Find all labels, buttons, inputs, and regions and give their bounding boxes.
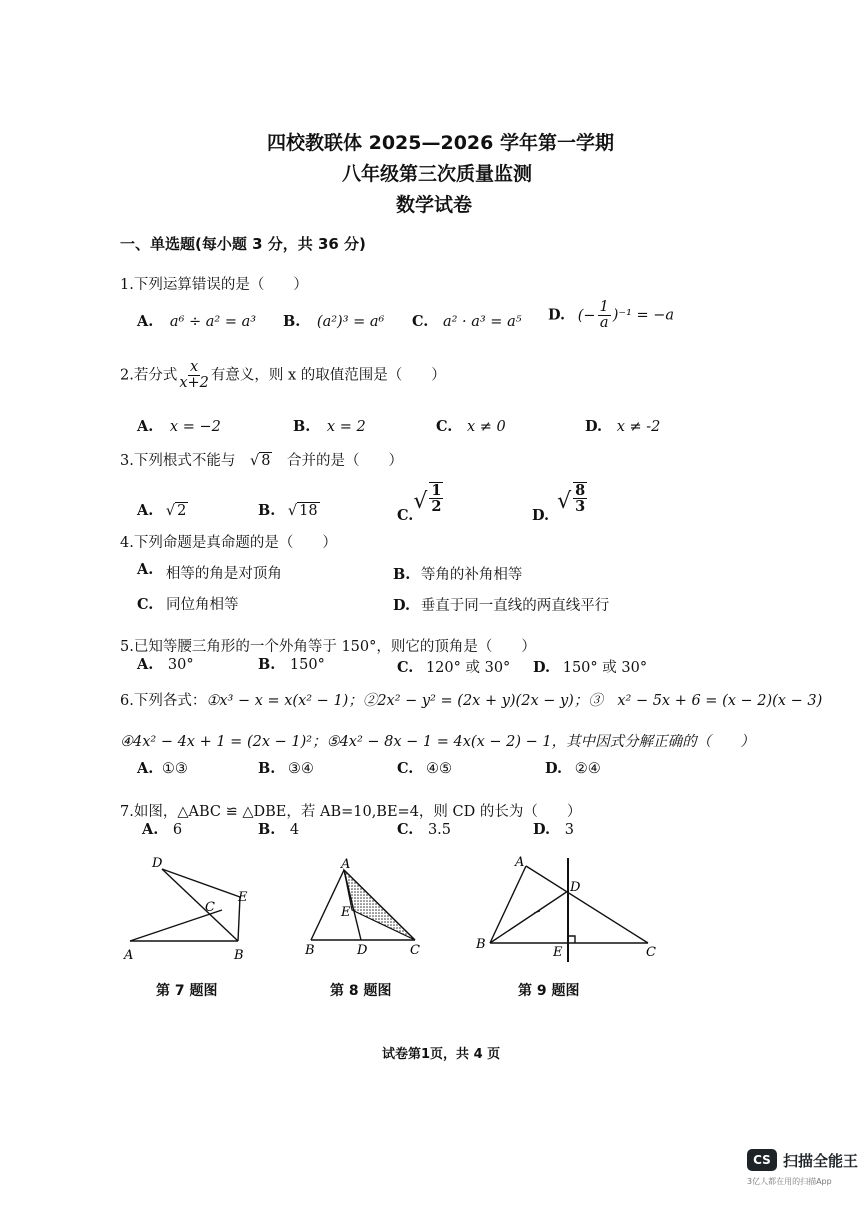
q2-fraction <box>179 360 209 391</box>
fig9-label-e: E <box>553 945 563 960</box>
q2-option-b-text: x = 2 <box>326 419 366 435</box>
exam-title-line1: 四校教联体 2025—2026 学年第一学期 <box>267 132 614 154</box>
q3-c-denominator: 2 <box>431 498 442 516</box>
q5-option-c-text: 120° 或 30° <box>425 660 511 676</box>
q4-option-d-text: 垂直于同一直线的两直线平行 <box>420 598 610 614</box>
q2-option-c-text: x ≠ 0 <box>466 419 506 435</box>
fig8-label-a: A <box>341 857 351 872</box>
q3-option-a-radical: √ 2 <box>165 503 187 519</box>
q2-option-b <box>293 418 366 435</box>
q3-option-c <box>397 482 445 524</box>
figure-9-caption: 第 9 题图 <box>518 983 580 999</box>
q1-option-c <box>412 313 522 330</box>
q2-option-d-text: x ≠ -2 <box>616 419 661 435</box>
q4-option-c-text: 同位角相等 <box>165 597 239 613</box>
q3-stem-post: 合并的是（ ） <box>287 453 404 469</box>
q3-option-a-label: A. <box>137 502 154 519</box>
q7-option-b <box>258 821 299 838</box>
q3-option-c-label: C. <box>397 507 414 525</box>
question-5-stem: 5.已知等腰三角形的一个外角等于 150°，则它的顶角是（ ） <box>120 639 536 655</box>
q4-option-d-label: D. <box>393 597 411 614</box>
q7-option-d <box>533 821 574 838</box>
q5-option-d <box>533 656 647 677</box>
question-3-stem <box>120 449 403 470</box>
question-7-stem: 7.如图，△ABC ≌ △DBE，若 AB=10,BE=4，则 CD 的长为（ ） <box>120 804 582 820</box>
q4-option-a <box>137 561 282 583</box>
q7-option-b-label: B. <box>258 821 276 838</box>
q1-option-d <box>548 300 674 331</box>
q3-option-c-radical-sign: √ <box>413 489 428 515</box>
q7-option-d-label: D. <box>533 821 551 838</box>
q5-option-a-label: A. <box>137 656 154 673</box>
fig7-label-a: A <box>124 948 134 963</box>
q2-stem-pre: 2.若分式 <box>120 367 178 384</box>
q6-expression-5: ⑤4x² − 8x − 1 = 4x(x − 2) − 1，其中因式分解正确的（ ） <box>326 734 755 750</box>
q2-option-a <box>137 418 221 435</box>
q1-option-b-label: B. <box>283 313 301 330</box>
q1-option-b <box>283 313 384 330</box>
q4-option-c-label: C. <box>137 596 154 613</box>
q5-option-a-text: 30° <box>167 657 194 673</box>
q3-option-d <box>532 482 589 524</box>
scanner-logo: CS <box>747 1149 777 1171</box>
q7-option-c-label: C. <box>397 821 414 838</box>
q3-d-numerator: 8 <box>575 482 586 499</box>
q3-stem-radical: √ 8 <box>249 453 271 469</box>
q6-option-b-label: B. <box>258 760 276 777</box>
q6-option-d-text: ②④ <box>574 761 601 777</box>
q6-option-c <box>397 760 452 777</box>
scanner-name: 扫描全能王 <box>783 1151 859 1170</box>
q7-option-a-text: 6 <box>172 822 183 838</box>
fig9-label-c: C <box>646 945 656 960</box>
q5-option-b-text: 150° <box>289 657 325 673</box>
q1-option-b-text: (a²)³ = a⁶ <box>316 314 385 330</box>
figure-8-caption: 第 8 题图 <box>330 983 392 999</box>
q3-option-d-label: D. <box>532 507 550 525</box>
q2-option-d <box>585 418 660 435</box>
q3-option-b-radical: √ 18 <box>287 503 318 519</box>
q2-stem-post: 有意义，则 x 的取值范围是（ ） <box>210 367 446 384</box>
q6-option-d <box>545 760 601 777</box>
q4-option-b-label: B. <box>393 566 411 583</box>
q6-option-b-text: ③④ <box>287 761 314 777</box>
q1-option-d-label: D. <box>548 306 566 324</box>
figure-9-diagram <box>470 848 665 968</box>
q4-option-b <box>393 563 522 584</box>
q3-c-numerator: 1 <box>431 482 442 499</box>
figure-8-diagram <box>297 852 432 967</box>
q6-option-a-text: ①③ <box>161 761 188 777</box>
question-2-stem <box>120 360 446 391</box>
q6-option-d-label: D. <box>545 760 563 777</box>
q1-option-c-label: C. <box>412 313 429 330</box>
q6-option-c-label: C. <box>397 760 414 777</box>
q6-option-a-label: A. <box>137 760 154 777</box>
q1-option-d-fraction <box>598 300 611 331</box>
q6-expression-3: ③ x² − 5x + 6 = (x − 2)(x − 3) <box>588 693 823 709</box>
q5-option-d-label: D. <box>533 659 551 676</box>
q1-d-denominator: a <box>599 315 609 332</box>
q3-option-d-radical-sign: √ <box>557 489 572 515</box>
q3-stem-pre: 3.下列根式不能与 <box>120 453 236 469</box>
q4-option-c <box>137 593 238 614</box>
q3-d-denominator: 3 <box>575 498 586 516</box>
question-4-stem: 4.下列命题是真命题的是（ ） <box>120 535 337 551</box>
q2-option-a-label: A. <box>137 418 154 435</box>
q4-option-d <box>393 594 609 615</box>
q1-option-c-text: a² · a³ = a⁵ <box>442 314 522 330</box>
q5-option-c <box>397 656 510 677</box>
fig8-label-d: D <box>357 943 368 958</box>
q2-option-d-label: D. <box>585 418 603 435</box>
q7-option-d-text: 3 <box>564 822 574 838</box>
q7-option-c-text: 3.5 <box>427 822 452 838</box>
fig9-label-d: D <box>570 880 581 895</box>
exam-title-line2: 八年级第三次质量监测 <box>342 163 533 185</box>
q7-option-a-label: A. <box>142 821 159 838</box>
q3-option-a <box>137 502 188 519</box>
page-footer: 试卷第1页，共 4 页 <box>382 1047 501 1062</box>
q7-option-a <box>142 821 182 838</box>
q2-option-c-label: C. <box>436 418 453 435</box>
q3-option-b-label: B. <box>258 502 276 519</box>
q3-option-b <box>258 502 320 519</box>
q7-option-c <box>397 821 451 838</box>
q4-option-a-text: 相等的角是对顶角 <box>165 566 282 582</box>
question-6-line2 <box>120 730 755 751</box>
fig7-label-e: E <box>238 890 248 905</box>
exam-title-line3: 数学试卷 <box>396 194 473 216</box>
question-6-line1 <box>120 689 822 710</box>
q2-option-b-label: B. <box>293 418 311 435</box>
scanner-tagline: 3亿人都在用的扫描App <box>747 1177 832 1186</box>
fig9-label-a: A <box>515 855 525 870</box>
fig7-label-b: B <box>234 948 244 963</box>
q1-option-a-text: a⁶ ÷ a² = a³ <box>169 314 257 330</box>
q6-stem-pre: 6.下列各式： <box>120 693 207 709</box>
q4-option-b-text: 等角的补角相等 <box>420 567 523 583</box>
q1-option-d-pre: (− <box>577 307 596 324</box>
q6-expression-2: ②2x² − y² = (2x + y)(2x − y)； <box>362 693 589 709</box>
fig8-label-b: B <box>305 943 315 958</box>
fig7-label-c: C <box>205 900 215 915</box>
q5-option-d-text: 150° 或 30° <box>562 660 648 676</box>
fig8-label-e: E <box>341 905 351 920</box>
q2-fraction-denominator: x+2 <box>179 375 209 392</box>
q2-option-c <box>436 418 506 435</box>
q3-option-c-fraction <box>429 482 443 514</box>
q6-expression-4: ④4x² − 4x + 1 = (2x − 1)²； <box>120 734 327 750</box>
fig9-label-b: B <box>476 937 486 952</box>
q7-option-b-text: 4 <box>289 822 300 838</box>
q3-option-d-fraction <box>573 482 587 514</box>
section-heading: 一、单选题(每小题 3 分，共 36 分) <box>120 235 366 253</box>
q6-option-a <box>137 760 188 777</box>
q3-stem-radicand: 8 <box>261 453 271 469</box>
q6-option-c-text: ④⑤ <box>425 761 452 777</box>
q1-option-a-label: A. <box>137 313 154 330</box>
q1-option-a <box>137 313 256 330</box>
q5-option-a <box>137 656 194 673</box>
q6-option-b <box>258 760 314 777</box>
q5-option-b <box>258 656 325 673</box>
question-1-stem: 1.下列运算错误的是（ ） <box>120 277 308 293</box>
q2-option-a-text: x = −2 <box>169 419 221 435</box>
q5-option-c-label: C. <box>397 659 414 676</box>
q3-option-a-radicand: 2 <box>177 503 187 519</box>
fig7-label-d: D <box>152 856 163 871</box>
q1-d-numerator: 1 <box>599 299 609 315</box>
q6-expression-1: ①x³ − x = x(x² − 1)； <box>206 693 363 709</box>
scanner-watermark <box>747 1149 858 1171</box>
figure-7-caption: 第 7 题图 <box>156 983 218 999</box>
q1-option-d-post: )⁻¹ = −a <box>612 307 675 324</box>
fig8-label-c: C <box>410 943 420 958</box>
figure-7-diagram <box>110 845 270 970</box>
q2-fraction-numerator: x <box>190 359 199 375</box>
q3-option-b-radicand: 18 <box>299 503 318 519</box>
q5-option-b-label: B. <box>258 656 276 673</box>
q4-option-a-label: A. <box>137 561 154 578</box>
